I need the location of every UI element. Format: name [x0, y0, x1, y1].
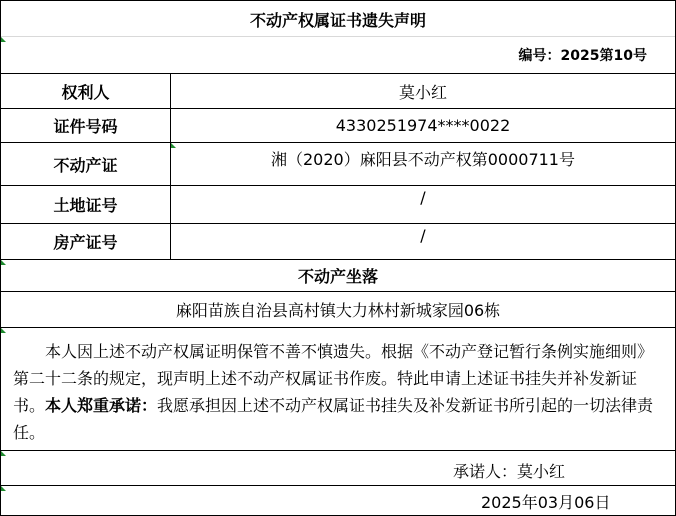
- solemn-promise-label: 本人郑重承诺：: [45, 396, 158, 415]
- document-title: 不动产权属证书遗失声明: [0, 0, 676, 37]
- statement-paragraph: [0, 327, 676, 451]
- cell-marker-icon: [171, 143, 176, 148]
- date-row: [0, 485, 676, 516]
- location-heading: 不动产坐落: [0, 259, 676, 292]
- cell-marker-icon: [1, 260, 6, 265]
- label-land-certificate: 土地证号: [0, 185, 171, 224]
- serial-row: [0, 37, 676, 73]
- value-id-number: 4330251974****0022: [170, 108, 676, 143]
- cell-marker-icon: [1, 451, 6, 456]
- cell-marker-icon: [1, 37, 6, 42]
- value-property-certificate: 湘（2020）麻阳县不动产权第0000711号: [170, 142, 676, 186]
- value-land-certificate: /: [170, 185, 676, 224]
- value-house-certificate: /: [170, 223, 676, 260]
- statement-text: 本人因上述不动产权属证明保管不善不慎遗失。根据《不动产登记暂行条例实施细则》第二十二条的规定，现声明上述不动产权属证书作废。特此申请上述证书挂失并补发新证书。: [13, 342, 654, 415]
- label-rights-holder: 权利人: [0, 73, 171, 109]
- value-rights-holder: 莫小红: [170, 73, 676, 109]
- serial-number: 编号：2025第10号: [518, 48, 647, 64]
- signer: 承诺人：莫小红: [453, 462, 566, 481]
- label-house-certificate: 房产证号: [0, 223, 171, 260]
- location-value: 麻阳苗族自治县高村镇大力林村新城家园06栋: [0, 291, 676, 328]
- declaration-date: 2025年03月06日: [481, 493, 611, 512]
- label-property-certificate: 不动产证: [0, 142, 171, 186]
- cell-marker-icon: [1, 486, 6, 491]
- cell-marker-icon: [1, 328, 6, 333]
- label-id-number: 证件号码: [0, 108, 171, 143]
- statement-commitment: 我愿承担因上述不动产权属证书挂失及补发新证书所引起的一切法律责任。: [13, 396, 654, 442]
- signer-row: [0, 450, 676, 486]
